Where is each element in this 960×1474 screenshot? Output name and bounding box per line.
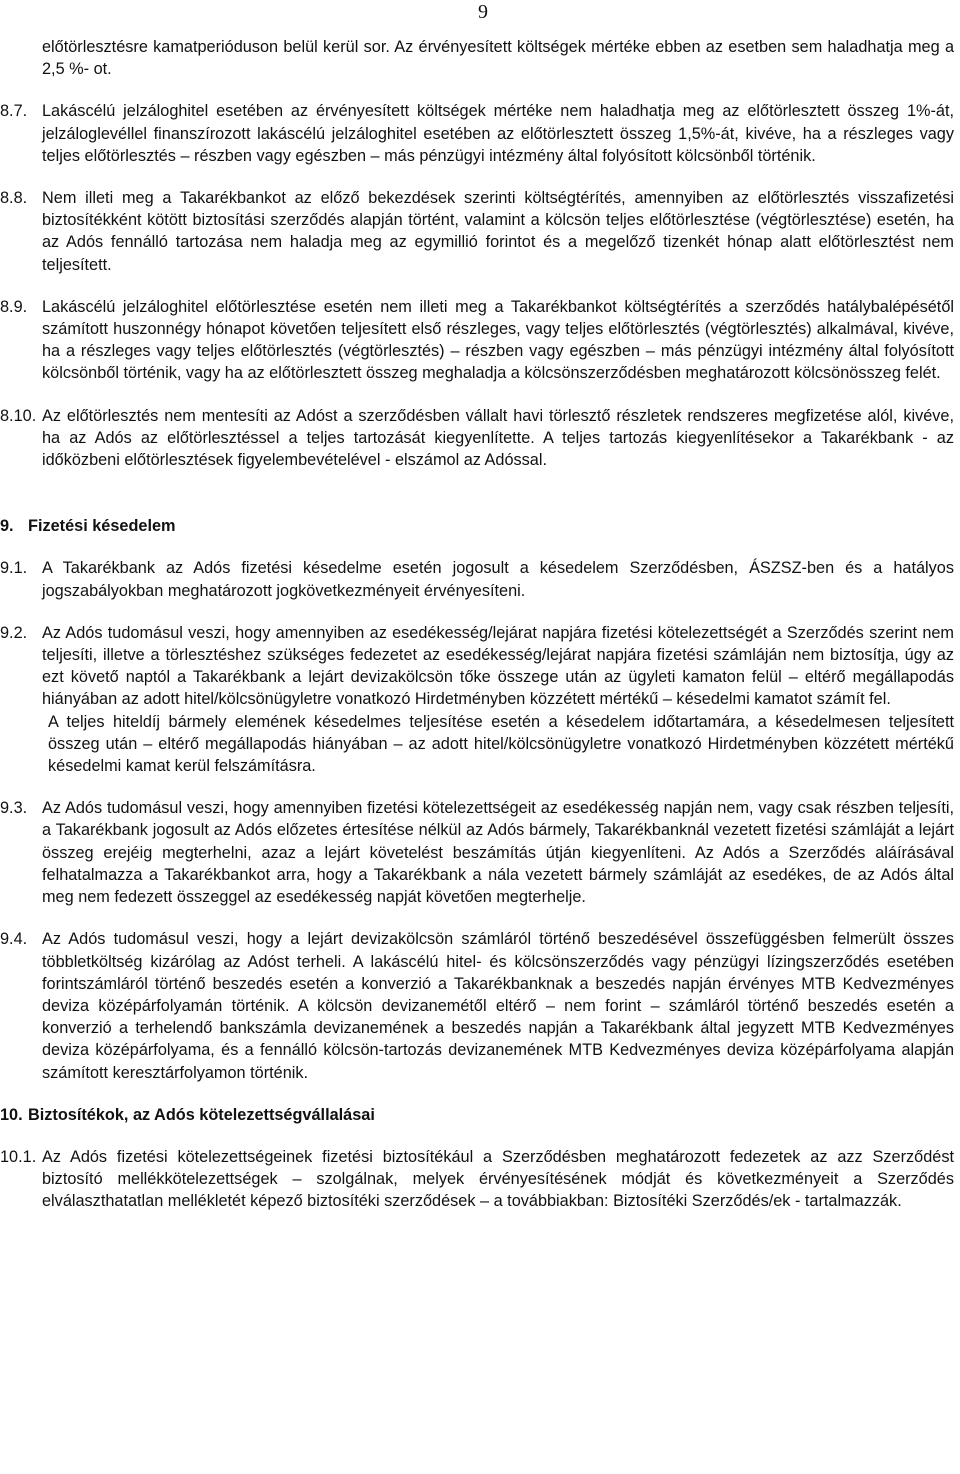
clause-9-1 [0,557,960,601]
section-number: 10. [0,1105,23,1124]
clause-9-2-continuation: A teljes hiteldíj bármely elemének késedelmes teljesítése esetén a késedelem időtartamára, a késedelmesen teljesített összeg után – eltérő megállapodás hiányában – az adott hitel/kölcsönügyletre vonatkozó Hirdetményben közzétett mértékű késedelmi kamat kerül felszámításra. [48,712,954,776]
clause-number: 10.1. [0,1147,37,1166]
clause-text: Lakáscélú jelzáloghitel esetében az érvényesített költségek mértéke nem haladhatja meg az előtörlesztett összeg 1%-át, jelzáloglevéllel finanszírozott lakáscélú jelzáloghitel esetében az előtörlesztett összeg 1,5%-át, kivéve, ha a részleges vagy teljes előtörlesztés – részben vagy egészben – más pénzügyi intézmény által folyósított kölcsönből történik. [42,102,954,165]
intro-paragraph: előtörlesztésre kamatperióduson belül kerül sor. Az érvényesített költségek mértéke ebben az esetben sem haladhatja meg a 2,5 %- ot. [42,38,954,79]
section-heading-9 [0,515,960,537]
clause-8-7 [0,100,960,167]
clause-text: Az előtörlesztés nem mentesíti az Adóst a szerződésben vállalt havi törlesztő részletek rendszeres megfizetése alól, kivéve, ha az Adós az előtörlesztéssel a teljes tartozását kiegyenlítette. A teljes tartozás kiegyenlítésekor a Takarékbank - az időközbeni előtörlesztések figyelembevételével - elszámol az Adóssal. [42,406,954,470]
clause-text: Az Adós tudomásul veszi, hogy amennyiben az esedékesség/lejárat napjára fizetési kötelezettségét a Szerződés szerint nem teljesíti, illetve a törlesztéshez szükséges fedezetet az esedékesség/lejárat napjára fizetési számláján nem biztosítja, úgy az ezt követő naptól a Takarékbank a lejárt devizakölcsön tőke összege után az ügyleti kamaton felül – eltérő megállapodás hiányában az adott hitel/kölcsönügyletre vonatkozó Hirdetményben közzétett mértékű – késedelmi kamatot számít fel. [42,623,954,709]
clause-number: 9.2. [0,623,28,642]
clause-number: 8.7. [0,102,28,121]
clause-text: Lakáscélú jelzáloghitel előtörlesztése esetén nem illeti meg a Takarékbankot költségtérítés a szerződés hatálybalépésétől számított huszonnégy hónapot követően teljesített első részleges, vagy teljes előtörlesztés (végtörlesztés) alkalmával, kivéve, ha a részleges vagy teljes előtörlesztés (végtörlesztés) – részben vagy egészben – más pénzügyi intézmény által folyósított kölcsönből történik, vagy ha az előtörlesztett összeg meghaladja a kölcsönszerződésben meghatározott kölcsönösszeg felét. [42,297,954,383]
clause-8-9 [0,296,960,385]
section-number: 9. [0,517,14,536]
clause-text: Az Adós tudomásul veszi, hogy amennyiben fizetési kötelezettségeit az esedékesség napján nem, vagy csak részben teljesíti, a Takarékbank jogosult az Adós előzetes értesítése nélkül az Adós bármely, Takarékbanknál vezetett fizetési számláját a lejárt összeg erejéig megterhelni, azaz a lejárt követelést beszámítás útján kiegyenlíteni. Az Adós a Szerződés aláírásával felhatalmazza a Takarékbankot arra, hogy a Takarékbank a nála vezetett bármely számláját az esedékes, de az Adós által meg nem fedezett összeggel az esedékesség napját követően megterhelje. [42,799,954,907]
section-title: Biztosítékok, az Adós kötelezettségvállalásai [28,1105,375,1124]
clause-text: Az Adós tudomásul veszi, hogy a lejárt devizakölcsön számláról történő beszedésével összefüggésben felmerült összes többletköltség kizárólag az Adóst terheli. A lakáscélú hitel- és kölcsönszerződés vagy pénzügyi lízingszerződés esetében forintszámláról történő beszedés esetén a konverzió a Takarékbanknak a beszedés napján érvényes MTB Kedvezményes deviza középárfolyamán történik. A kölcsön devizanemétől eltérő – nem forint – számláról történő beszedés esetén a konverzió a terhelendő bankszámla devizanemének a beszedés napján a Takarékbank által jegyzett MTB Kedvezményes deviza középárfolyama, és a fennálló kölcsön-tartozás devizanemének MTB Kedvezményes deviza középárfolyama alapján számított keresztárfolyamon történik. [42,930,954,1082]
clause-number: 8.9. [0,297,28,316]
page-number: 9 [478,1,488,23]
clause-9-3 [0,797,960,908]
section-title: Fizetési késedelem [28,517,176,536]
clause-8-8 [0,187,960,276]
clause-text: Nem illeti meg a Takarékbankot az előző bekezdések szerinti költségtérítés, amennyiben az előtörlesztés visszafizetési biztosítékként kötött biztosítási szerződés alapján történt, valamint a kölcsön teljes előtörlesztése (végtörlesztése) esetén, ha az Adós fennálló tartozása nem haladja meg az egymillió forintot és a megelőző tizenkét hónap alatt előtörlesztést nem teljesített. [42,189,954,274]
clause-number: 8.8. [0,189,28,208]
clause-10-1 [0,1146,960,1213]
document-body [0,36,960,1213]
clause-number: 9.3. [0,799,28,818]
clause-9-2 [0,622,960,711]
clause-number: 9.1. [0,559,28,578]
clause-number: 9.4. [0,930,28,949]
clause-8-10 [0,405,960,472]
clause-text: Az Adós fizetési kötelezettségeinek fizetési biztosítékául a Szerződésben meghatározott fedezetek az azz Szerződést biztosító mellékkötelezettségek – szolgálnak, melyek érvényesítésének módját és következményeit a Szerződés elválaszthatatlan mellékletét képező biztosítéki szerződések – a továbbiakban: Biztosítéki Szerződés/ek - tartalmazzák. [42,1147,954,1211]
clause-text: A Takarékbank az Adós fizetési késedelme esetén jogosult a késedelem Szerződésben, ÁSZSZ-ben és a hatályos jogszabályokban meghatározott jogkövetkezményeit érvényesíteni. [42,559,954,600]
clause-number: 8.10. [0,406,37,425]
section-heading-10 [0,1104,960,1126]
clause-9-4 [0,928,960,1083]
